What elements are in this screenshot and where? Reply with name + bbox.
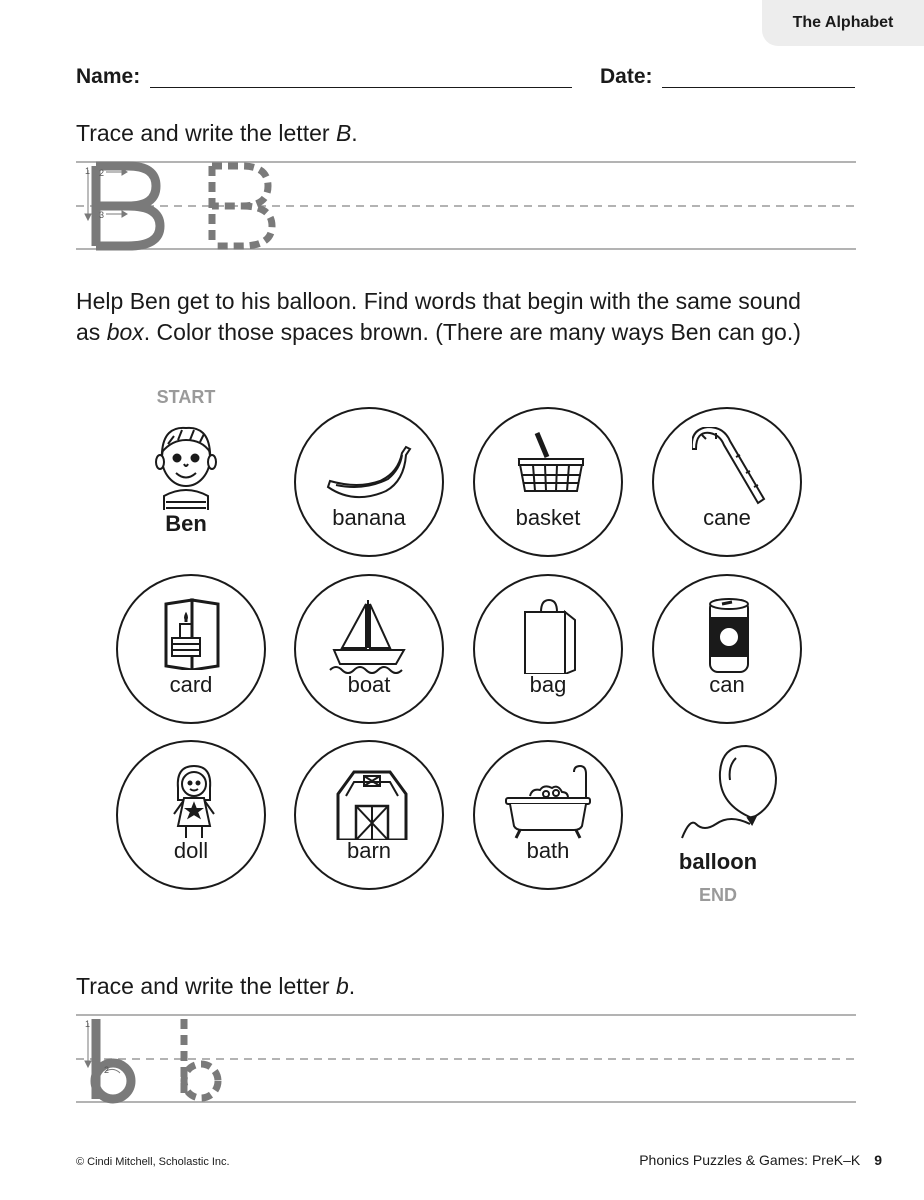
page-footer	[639, 1152, 882, 1168]
banana-icon	[334, 427, 404, 497]
balloon-icon	[676, 742, 786, 842]
stroke-number: 2	[104, 1065, 110, 1075]
maze-cell-can[interactable]	[652, 574, 802, 724]
maze-cell-cane[interactable]	[652, 407, 802, 557]
bath-icon	[513, 760, 583, 830]
can-icon	[692, 594, 762, 664]
book-title: Phonics Puzzles & Games: PreK–K	[639, 1152, 861, 1168]
barn-icon	[334, 760, 404, 830]
maze-cell-bag[interactable]	[473, 574, 623, 724]
cell-word: cane	[703, 505, 751, 530]
name-field[interactable]	[150, 87, 572, 88]
cell-word: doll	[173, 838, 209, 863]
page-number: 9	[874, 1152, 882, 1168]
end-word: balloon	[678, 849, 758, 874]
instruction-period: .	[351, 120, 358, 146]
instruction-text: as	[76, 319, 107, 345]
name-label: Name:	[76, 65, 141, 88]
cell-word: boat	[347, 672, 391, 697]
maze-cell-boat[interactable]	[294, 574, 444, 724]
handwriting-guide-upper[interactable]	[76, 160, 856, 252]
date-label: Date:	[600, 65, 653, 88]
doll-icon	[156, 760, 226, 830]
end-label: END	[698, 885, 737, 905]
maze-cell-banana[interactable]	[294, 407, 444, 557]
stroke-number: 2	[99, 168, 105, 178]
stroke-number: 1	[85, 1019, 91, 1029]
ben-boy-icon	[150, 418, 222, 510]
instruction-line: Help Ben get to his balloon. Find words that begin with the same sound	[76, 288, 801, 314]
model-letter-B	[96, 166, 160, 246]
keyword: box	[106, 319, 144, 345]
card-icon	[156, 594, 226, 664]
maze-cell-basket[interactable]	[473, 407, 623, 557]
instruction-letter: b	[335, 973, 349, 999]
trace-instruction-lower	[76, 971, 876, 1002]
instruction-text: Trace and write the letter	[76, 973, 336, 999]
maze-cell-barn[interactable]	[294, 740, 444, 890]
maze-cell-bath[interactable]	[473, 740, 623, 890]
cell-word: card	[169, 672, 213, 697]
instruction-letter: B	[335, 120, 352, 146]
trace-instruction-upper	[76, 118, 876, 149]
instruction-text: . Color those spaces brown. (There are many ways Ben can go.)	[143, 319, 801, 345]
instruction-period: .	[348, 973, 356, 999]
cane-icon	[692, 427, 762, 497]
maze-cell-card[interactable]	[116, 574, 266, 724]
instruction-text: Trace and write the letter	[76, 120, 336, 146]
boat-icon	[334, 594, 404, 664]
bag-icon	[513, 594, 583, 664]
section-tab: The Alphabet	[762, 0, 924, 46]
cell-word: basket	[515, 505, 581, 530]
cell-word: bath	[526, 838, 570, 863]
instruction-line	[76, 317, 876, 348]
date-field[interactable]	[662, 87, 855, 88]
stroke-number: 1	[85, 166, 91, 176]
cell-word: barn	[346, 838, 392, 863]
start-label: START	[156, 387, 216, 407]
cell-word: bag	[529, 672, 567, 697]
start-word: Ben	[165, 511, 207, 536]
maze-cell-doll[interactable]	[116, 740, 266, 890]
copyright: © Cindi Mitchell, Scholastic Inc.	[76, 1156, 230, 1168]
basket-icon	[513, 427, 583, 497]
cell-word: can	[709, 672, 745, 697]
maze-instruction	[76, 286, 876, 348]
handwriting-guide-lower[interactable]	[76, 1013, 856, 1105]
stroke-number: 3	[99, 210, 105, 220]
cell-word: banana	[332, 505, 406, 530]
